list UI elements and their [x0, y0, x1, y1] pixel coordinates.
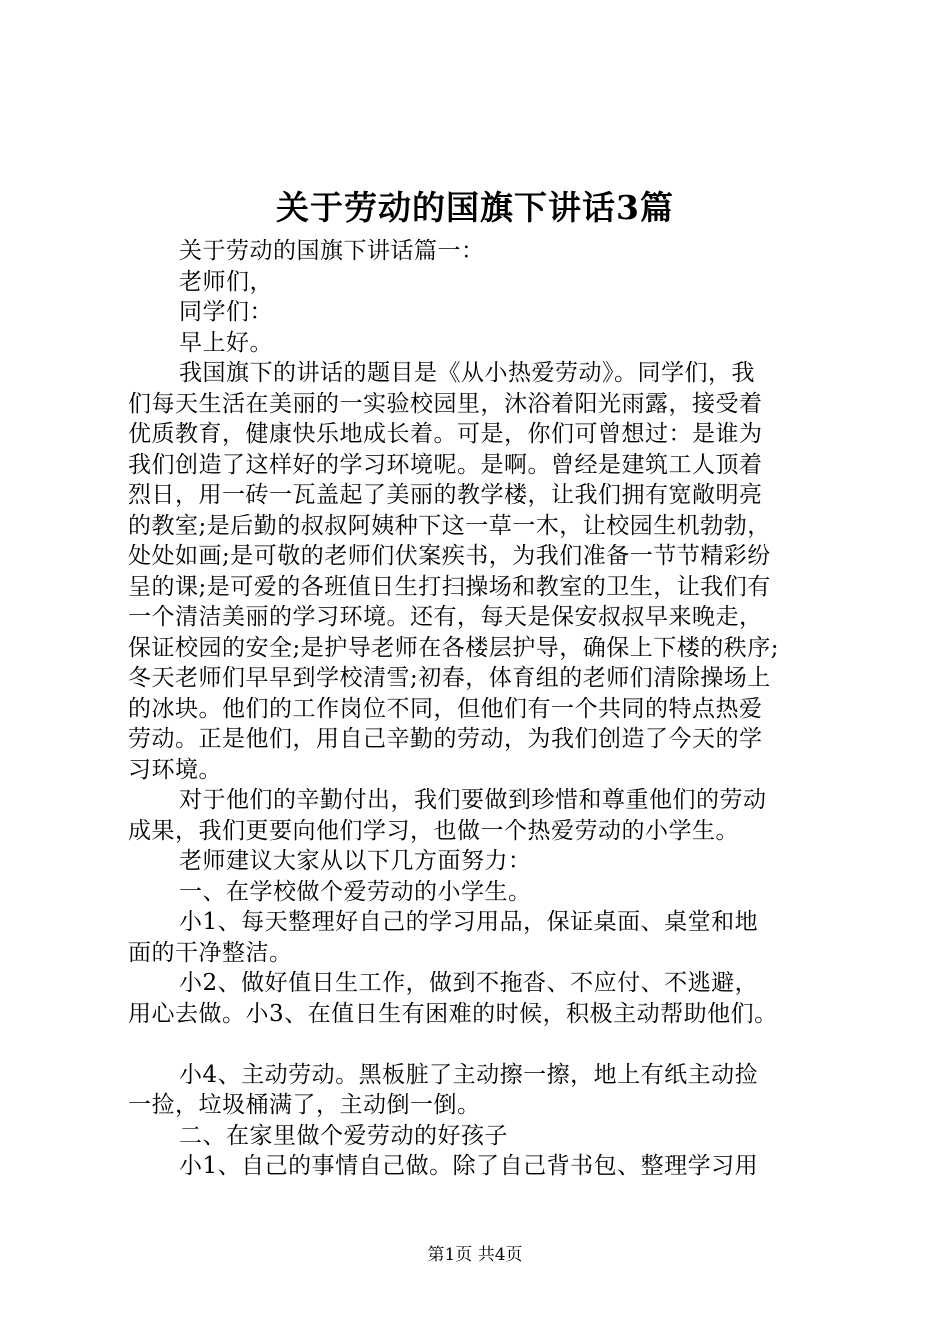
list-item-line: 面的干净整洁。 [128, 939, 293, 966]
list-heading: 一、在学校做个爱劳动的小学生。 [179, 878, 532, 905]
paragraph-line: 处处如画;是可敬的老师们伏案疾书，为我们准备一节节精彩纷 [128, 543, 771, 569]
document-body [128, 236, 848, 1182]
greeting-line: 早上好。 [179, 329, 273, 356]
paragraph-line: 冬天老师们早早到学校清雪;初春，体育组的老师们清除操场上 [128, 665, 771, 691]
document-title: 关于劳动的国旗下讲话3篇 [276, 188, 674, 227]
paragraph-line: 们每天生活在美丽的一实验校园里，沐浴着阳光雨露，接受着 [128, 390, 763, 417]
paragraph-line: 老师建议大家从以下几方面努力： [179, 848, 532, 874]
list-item-line: 一捡，垃圾桶满了，主动倒一倒。 [128, 1092, 481, 1118]
paragraph-line: 优质教育，健康快乐地成长着。可是，你们可曾想过：是谁为 [128, 421, 763, 447]
paragraph-line: 对于他们的辛勤付出，我们要做到珍惜和尊重他们的劳动 [179, 787, 767, 813]
paragraph-line: 呈的课;是可爱的各班值日生打扫操场和教室的卫生，让我们有 [128, 573, 771, 600]
paragraph-line: 劳动。正是他们，用自己辛勤的劳动，为我们创造了今天的学 [128, 726, 763, 752]
paragraph-line: 成果，我们更要向他们学习，也做一个热爱劳动的小学生。 [128, 817, 739, 844]
paragraph-line: 烈日，用一砖一瓦盖起了美丽的教学楼，让我们拥有宽敞明亮 [128, 482, 763, 508]
blank-line [128, 1029, 848, 1060]
list-item-line: 小1、自己的事情自己做。除了自己背书包、整理学习用 [179, 1153, 759, 1179]
paragraph-line: 我国旗下的讲话的题目是《从小热爱劳动》。同学们，我 [179, 360, 755, 386]
paragraph-line: 的教室;是后勤的叔叔阿姨种下这一草一木，让校园生机勃勃， [128, 512, 771, 539]
paragraph-line: 的冰块。他们的工作岗位不同，但他们有一个共同的特点热爱 [128, 695, 763, 722]
paragraph-line: 我们创造了这样好的学习环境呢。是啊。曾经是建筑工人顶着 [128, 451, 763, 478]
list-item-line: 小2、做好值日生工作，做到不拖沓、不应付、不逃避， [179, 970, 759, 996]
paragraph-line: 保证校园的安全;是护导老师在各楼层护导，确保上下楼的秩序; [128, 634, 779, 661]
list-item-line: 用心去做。小3、在值日生有困难的时候，积极主动帮助他们。 [128, 1000, 778, 1027]
paragraph-line: 一个清洁美丽的学习环境。还有，每天是保安叔叔早来晚走， [128, 604, 763, 630]
page-footer: 第1页 共4页 [427, 1245, 523, 1265]
greeting-line: 老师们， [179, 268, 273, 295]
list-item-line: 小1、每天整理好自己的学习用品，保证桌面、桌堂和地 [179, 909, 759, 935]
section-heading: 关于劳动的国旗下讲话篇一： [179, 238, 485, 264]
greeting-line: 同学们： [179, 299, 273, 325]
list-item-line: 小4、主动劳动。黑板脏了主动擦一擦，地上有纸主动捡 [179, 1061, 759, 1088]
list-heading: 二、在家里做个爱劳动的好孩子 [179, 1122, 508, 1149]
paragraph-line: 习环境。 [128, 756, 222, 783]
